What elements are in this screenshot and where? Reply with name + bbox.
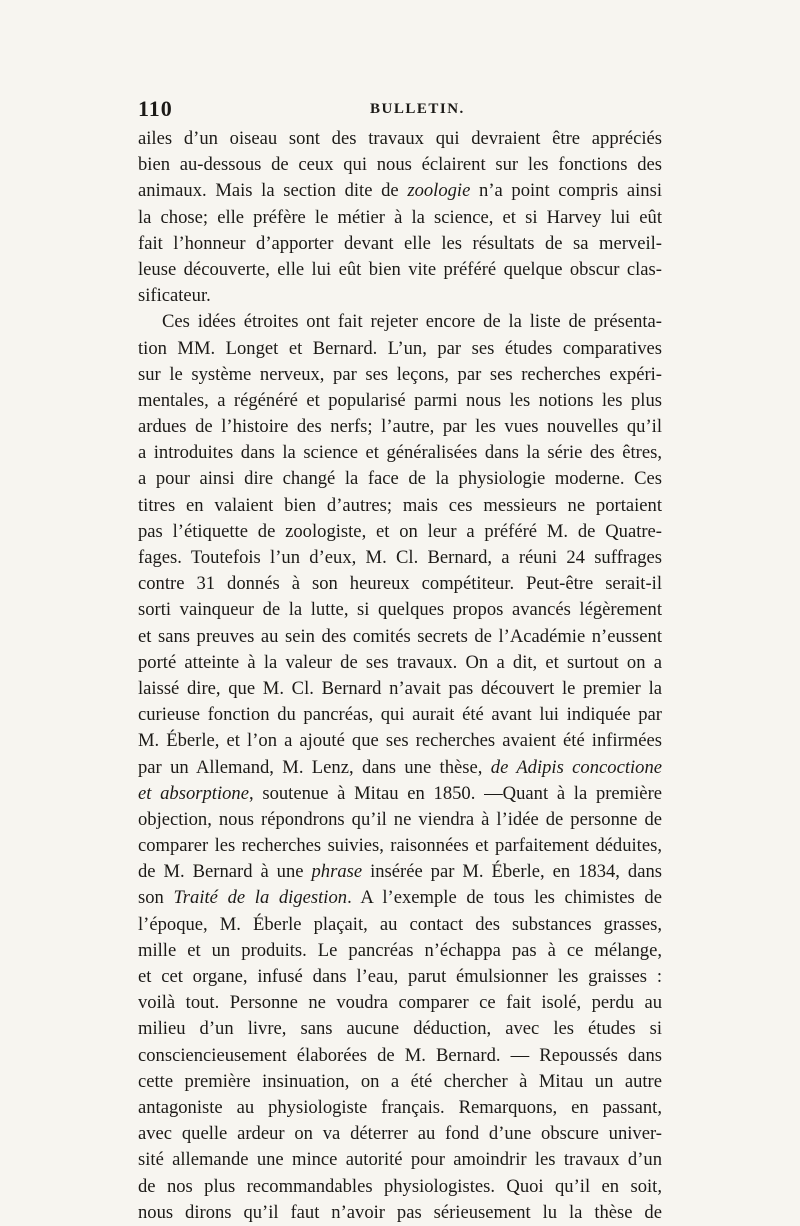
text-line: et absorptione, soutenue à Mitau en 1850. —Quant à la première — [138, 782, 663, 804]
text-line: tion MM. Longet et Bernard. L’un, par ses études comparatives — [138, 337, 662, 359]
text-line: fait l’honneur d’apporter devant elle les résultats de sa merveil- — [138, 232, 662, 254]
text-line: de M. Bernard à une phrase insérée par M. Éberle, en 1834, dans — [138, 861, 662, 883]
text-line: sur le système nerveux, par ses leçons, par ses recherches expéri- — [138, 363, 662, 385]
text-line: sificateur. — [138, 285, 211, 307]
text-line: Ces idées étroites ont fait rejeter encore de la liste de présenta- — [162, 311, 662, 333]
text-line: avec quelle ardeur on va déterrer au fond d’une obscure univer- — [138, 1123, 662, 1145]
text-line: sorti vainqueur de la lutte, si quelques propos avancés légèrement — [138, 599, 662, 621]
text-line: ardues de l’histoire des nerfs; l’autre, par les vues nouvelles qu’il — [138, 416, 662, 438]
text-line: comparer les recherches suivies, raisonnées et parfaitement déduites, — [138, 835, 662, 857]
text-line: bien au-dessous de ceux qui nous éclairent sur les fonctions des — [138, 154, 662, 176]
text-line: et cet organe, infusé dans l’eau, parut émulsionner les graisses : — [138, 966, 662, 987]
text-line: milieu d’un livre, sans aucune déduction, avec les études si — [138, 1018, 662, 1040]
text-line: fages. Toutefois l’un d’eux, M. Cl. Bernard, a réuni 24 suffrages — [138, 547, 662, 568]
text-line: contre 31 donnés à son heureux compétiteur. Peut-être serait-il — [138, 573, 662, 595]
text-line: a pour ainsi dire changé la face de la physiologie moderne. Ces — [138, 468, 662, 490]
text-line: la chose; elle préfère le métier à la science, et si Harvey lui eût — [138, 206, 662, 228]
text-line: pas l’étiquette de zoologiste, et on leur a préféré M. de Quatre- — [138, 520, 662, 542]
text-line: voilà tout. Personne ne voudra comparer ce fait isolé, perdu au — [138, 992, 662, 1014]
text-line: mentales, a régénéré et popularisé parmi nous les notions les plus — [138, 389, 662, 411]
text-line: animaux. Mais la section dite de zoologie n’a point compris ainsi — [138, 180, 662, 202]
body-text — [138, 126, 662, 1226]
text-line: a introduites dans la science et généralisées dans la série des êtres, — [138, 442, 662, 464]
text-line: leuse découverte, elle lui eût bien vite préféré quelque obscur clas- — [138, 258, 662, 280]
text-line: nous dirons qu’il faut n’avoir pas sérieusement lu la thèse de — [138, 1201, 662, 1223]
page-header — [138, 96, 662, 122]
text-line: par un Allemand, M. Lenz, dans une thèse, de Adipis concoctione — [138, 756, 663, 778]
text-line: porté atteinte à la valeur de ses travaux. On a dit, et surtout on a — [138, 651, 662, 673]
text-line: antagoniste au physiologiste français. Remarquons, en passant, — [138, 1096, 662, 1118]
text-line: consciencieusement élaborées de M. Bernard. — Repoussés dans — [138, 1044, 662, 1066]
text-line: sité allemande une mince autorité pour amoindrir les travaux d’un — [138, 1149, 662, 1171]
text-line: ailes d’un oiseau sont des travaux qui devraient être appréciés — [138, 128, 662, 149]
text-line: objection, nous répondrons qu’il ne viendra à l’idée de personne de — [138, 808, 662, 830]
text-line: laissé dire, que M. Cl. Bernard n’avait pas découvert le premier la — [138, 677, 662, 699]
running-head: BULLETIN. — [370, 101, 465, 117]
text-line: M. Éberle, et l’on a ajouté que ses recherches avaient été infirmées — [138, 730, 662, 752]
text-line: l’époque, M. Éberle plaçait, au contact des substances grasses, — [138, 913, 662, 935]
text-line: titres en valaient bien d’autres; mais ces messieurs ne portaient — [138, 494, 662, 516]
text-line: curieuse fonction du pancréas, qui aurait été avant lui indiquée par — [138, 704, 662, 726]
text-line: de nos plus recommandables physiologistes. Quoi qu’il en soit, — [138, 1175, 662, 1197]
text-line: et sans preuves au sein des comités secrets de l’Académie n’eussent — [138, 625, 662, 647]
text-line: cette première insinuation, on a été chercher à Mitau un autre — [138, 1070, 662, 1092]
text-line: son Traité de la digestion. A l’exemple de tous les chimistes de — [138, 887, 662, 909]
text-line: mille et un produits. Le pancréas n’échappa pas à ce mélange, — [138, 939, 662, 961]
page-number: 110 — [138, 96, 173, 121]
